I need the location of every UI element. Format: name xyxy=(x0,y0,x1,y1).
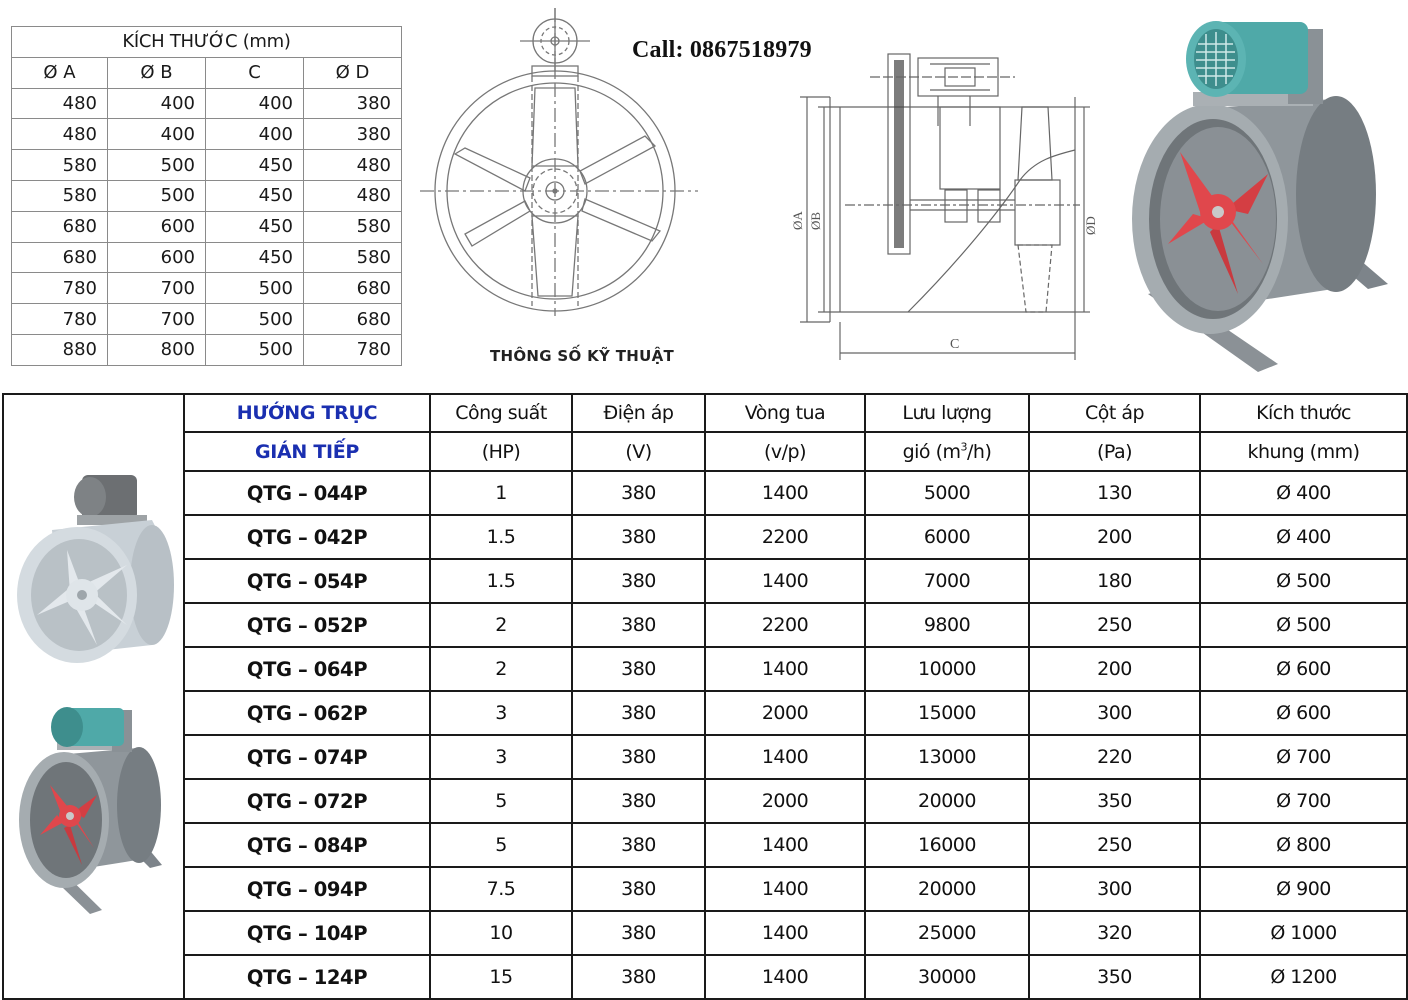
model-cell: QTG – 064P xyxy=(184,647,430,691)
table-row xyxy=(3,955,1407,999)
power-cell: 10 xyxy=(430,911,572,955)
cell-b: 600 xyxy=(108,211,206,242)
voltage-cell: 380 xyxy=(572,911,705,955)
header-pressure-unit: (Pa) xyxy=(1029,432,1200,471)
cell-b: 600 xyxy=(108,242,206,273)
frame-cell: Ø 1000 xyxy=(1200,911,1407,955)
pressure-cell: 180 xyxy=(1029,559,1200,603)
model-cell: QTG – 084P xyxy=(184,823,430,867)
voltage-cell: 380 xyxy=(572,515,705,559)
model-cell: QTG – 054P xyxy=(184,559,430,603)
power-cell: 2 xyxy=(430,603,572,647)
frame-cell: Ø 400 xyxy=(1200,515,1407,559)
power-cell: 3 xyxy=(430,735,572,779)
column-header-c: C xyxy=(206,57,304,88)
model-cell: QTG – 062P xyxy=(184,691,430,735)
spec-table-container xyxy=(2,393,1406,998)
voltage-cell: 380 xyxy=(572,955,705,999)
voltage-cell: 380 xyxy=(572,735,705,779)
cell-d: 680 xyxy=(304,304,402,335)
airflow-cell: 16000 xyxy=(865,823,1029,867)
header-row-1 xyxy=(3,394,1407,432)
cell-a: 680 xyxy=(12,211,108,242)
column-header-a: Ø A xyxy=(12,57,108,88)
header-airflow-unit xyxy=(865,432,1029,471)
airflow-cell: 9800 xyxy=(865,603,1029,647)
pressure-cell: 130 xyxy=(1029,471,1200,515)
cell-c: 450 xyxy=(206,242,304,273)
table-row xyxy=(12,304,402,335)
frame-cell: Ø 500 xyxy=(1200,603,1407,647)
power-cell: 1.5 xyxy=(430,515,572,559)
power-cell: 15 xyxy=(430,955,572,999)
cell-c: 450 xyxy=(206,211,304,242)
header-rpm: Vòng tua xyxy=(705,394,865,432)
frame-cell: Ø 400 xyxy=(1200,471,1407,515)
pressure-cell: 300 xyxy=(1029,691,1200,735)
table-row xyxy=(3,779,1407,823)
voltage-cell: 380 xyxy=(572,867,705,911)
power-cell: 5 xyxy=(430,823,572,867)
model-cell: QTG – 094P xyxy=(184,867,430,911)
cell-c: 500 xyxy=(206,334,304,365)
cell-d: 480 xyxy=(304,180,402,211)
table-row xyxy=(3,735,1407,779)
frame-cell: Ø 500 xyxy=(1200,559,1407,603)
rpm-cell: 1400 xyxy=(705,735,865,779)
cell-d: 680 xyxy=(304,273,402,304)
cell-d: 380 xyxy=(304,119,402,150)
cell-b: 500 xyxy=(108,150,206,181)
cell-a: 780 xyxy=(12,304,108,335)
pressure-cell: 320 xyxy=(1029,911,1200,955)
cell-d: 580 xyxy=(304,242,402,273)
header-voltage-unit: (V) xyxy=(572,432,705,471)
pressure-cell: 250 xyxy=(1029,823,1200,867)
model-cell: QTG – 074P xyxy=(184,735,430,779)
cell-d: 480 xyxy=(304,150,402,181)
spec-table xyxy=(2,393,1408,1000)
model-cell: QTG – 052P xyxy=(184,603,430,647)
dimension-label-a: ØA xyxy=(790,211,805,230)
table-row xyxy=(12,334,402,365)
pressure-cell: 200 xyxy=(1029,647,1200,691)
rpm-cell: 2000 xyxy=(705,691,865,735)
airflow-cell: 20000 xyxy=(865,867,1029,911)
table-row xyxy=(3,691,1407,735)
cell-a: 780 xyxy=(12,273,108,304)
header-voltage: Điện áp xyxy=(572,394,705,432)
contact-phone: Call: 0867518979 xyxy=(632,37,812,63)
table-row xyxy=(12,119,402,150)
rpm-cell: 1400 xyxy=(705,647,865,691)
pressure-cell: 300 xyxy=(1029,867,1200,911)
table-row xyxy=(3,867,1407,911)
fan-product-photo xyxy=(1118,4,1408,374)
cell-c: 400 xyxy=(206,88,304,119)
dimension-label-c: C xyxy=(950,337,960,352)
table-row xyxy=(12,150,402,181)
header-frame-size-unit: khung (mm) xyxy=(1200,432,1407,471)
power-cell: 2 xyxy=(430,647,572,691)
fan-photo-gray xyxy=(12,455,182,665)
table-row xyxy=(3,603,1407,647)
header-power: Công suất xyxy=(430,394,572,432)
model-cell: QTG – 042P xyxy=(184,515,430,559)
frame-cell: Ø 700 xyxy=(1200,779,1407,823)
cell-a: 580 xyxy=(12,150,108,181)
table-row xyxy=(3,647,1407,691)
pressure-cell: 250 xyxy=(1029,603,1200,647)
cell-c: 500 xyxy=(206,273,304,304)
voltage-cell: 380 xyxy=(572,823,705,867)
airflow-cell: 7000 xyxy=(865,559,1029,603)
rpm-cell: 1400 xyxy=(705,471,865,515)
table-row xyxy=(12,273,402,304)
model-cell: QTG – 044P xyxy=(184,471,430,515)
airflow-cell: 6000 xyxy=(865,515,1029,559)
header-rpm-unit: (v/p) xyxy=(705,432,865,471)
spec-caption: THÔNG SỐ KỸ THUẬT xyxy=(490,347,675,365)
fan-side-view-drawing xyxy=(790,40,1120,380)
voltage-cell: 380 xyxy=(572,471,705,515)
table-row xyxy=(3,471,1407,515)
header-power-unit: (HP) xyxy=(430,432,572,471)
airflow-cell: 10000 xyxy=(865,647,1029,691)
product-images-cell xyxy=(3,394,184,999)
model-cell: QTG – 124P xyxy=(184,955,430,999)
airflow-cell: 30000 xyxy=(865,955,1029,999)
model-cell: QTG – 104P xyxy=(184,911,430,955)
cell-c: 400 xyxy=(206,119,304,150)
cell-a: 480 xyxy=(12,88,108,119)
frame-cell: Ø 600 xyxy=(1200,647,1407,691)
table-row xyxy=(3,515,1407,559)
pressure-cell: 350 xyxy=(1029,955,1200,999)
cell-c: 500 xyxy=(206,304,304,335)
voltage-cell: 380 xyxy=(572,559,705,603)
power-cell: 1.5 xyxy=(430,559,572,603)
cell-a: 480 xyxy=(12,119,108,150)
airflow-cell: 5000 xyxy=(865,471,1029,515)
table-row xyxy=(12,180,402,211)
column-header-b: Ø B xyxy=(108,57,206,88)
fan-photo-red-blade xyxy=(12,700,172,915)
frame-cell: Ø 700 xyxy=(1200,735,1407,779)
cell-b: 400 xyxy=(108,88,206,119)
cell-d: 580 xyxy=(304,211,402,242)
pressure-cell: 200 xyxy=(1029,515,1200,559)
cell-b: 800 xyxy=(108,334,206,365)
pressure-cell: 220 xyxy=(1029,735,1200,779)
voltage-cell: 380 xyxy=(572,779,705,823)
cell-c: 450 xyxy=(206,150,304,181)
cell-b: 500 xyxy=(108,180,206,211)
airflow-cell: 25000 xyxy=(865,911,1029,955)
pressure-cell: 350 xyxy=(1029,779,1200,823)
table-row xyxy=(12,242,402,273)
frame-cell: Ø 600 xyxy=(1200,691,1407,735)
cell-a: 680 xyxy=(12,242,108,273)
cell-b: 400 xyxy=(108,119,206,150)
voltage-cell: 380 xyxy=(572,691,705,735)
dimension-label-d: ØD xyxy=(1083,216,1098,235)
voltage-cell: 380 xyxy=(572,647,705,691)
table-row xyxy=(12,211,402,242)
frame-cell: Ø 900 xyxy=(1200,867,1407,911)
airflow-cell: 15000 xyxy=(865,691,1029,735)
frame-cell: Ø 800 xyxy=(1200,823,1407,867)
header-airflow: Lưu lượng xyxy=(865,394,1029,432)
header-row-2 xyxy=(3,432,1407,471)
table-row xyxy=(12,88,402,119)
rpm-cell: 2200 xyxy=(705,603,865,647)
power-cell: 7.5 xyxy=(430,867,572,911)
rpm-cell: 2200 xyxy=(705,515,865,559)
rpm-cell: 1400 xyxy=(705,955,865,999)
dimension-label-b: ØB xyxy=(808,211,823,230)
power-cell: 1 xyxy=(430,471,572,515)
series-name-line-1: HƯỚNG TRỤC xyxy=(184,394,430,432)
frame-cell: Ø 1200 xyxy=(1200,955,1407,999)
column-header-d: Ø D xyxy=(304,57,402,88)
header-frame-size: Kích thước xyxy=(1200,394,1407,432)
table-row xyxy=(3,823,1407,867)
cell-c: 450 xyxy=(206,180,304,211)
airflow-unit-pre: gió (m xyxy=(902,440,961,463)
series-name-line-2: GIÁN TIẾP xyxy=(184,432,430,471)
airflow-cell: 20000 xyxy=(865,779,1029,823)
rpm-cell: 1400 xyxy=(705,911,865,955)
header-pressure: Cột áp xyxy=(1029,394,1200,432)
rpm-cell: 1400 xyxy=(705,559,865,603)
airflow-cell: 13000 xyxy=(865,735,1029,779)
dimensions-title: KÍCH THƯỚC (mm) xyxy=(12,27,402,58)
cell-b: 700 xyxy=(108,273,206,304)
cell-b: 700 xyxy=(108,304,206,335)
power-cell: 3 xyxy=(430,691,572,735)
model-cell: QTG – 072P xyxy=(184,779,430,823)
rpm-cell: 1400 xyxy=(705,867,865,911)
voltage-cell: 380 xyxy=(572,603,705,647)
table-row xyxy=(3,559,1407,603)
airflow-unit-sup: 3 xyxy=(960,440,968,454)
dimensions-table xyxy=(11,26,402,366)
rpm-cell: 2000 xyxy=(705,779,865,823)
rpm-cell: 1400 xyxy=(705,823,865,867)
cell-d: 780 xyxy=(304,334,402,365)
table-row xyxy=(3,911,1407,955)
cell-d: 380 xyxy=(304,88,402,119)
cell-a: 880 xyxy=(12,334,108,365)
airflow-unit-post: /h) xyxy=(967,440,992,463)
power-cell: 5 xyxy=(430,779,572,823)
cell-a: 580 xyxy=(12,180,108,211)
